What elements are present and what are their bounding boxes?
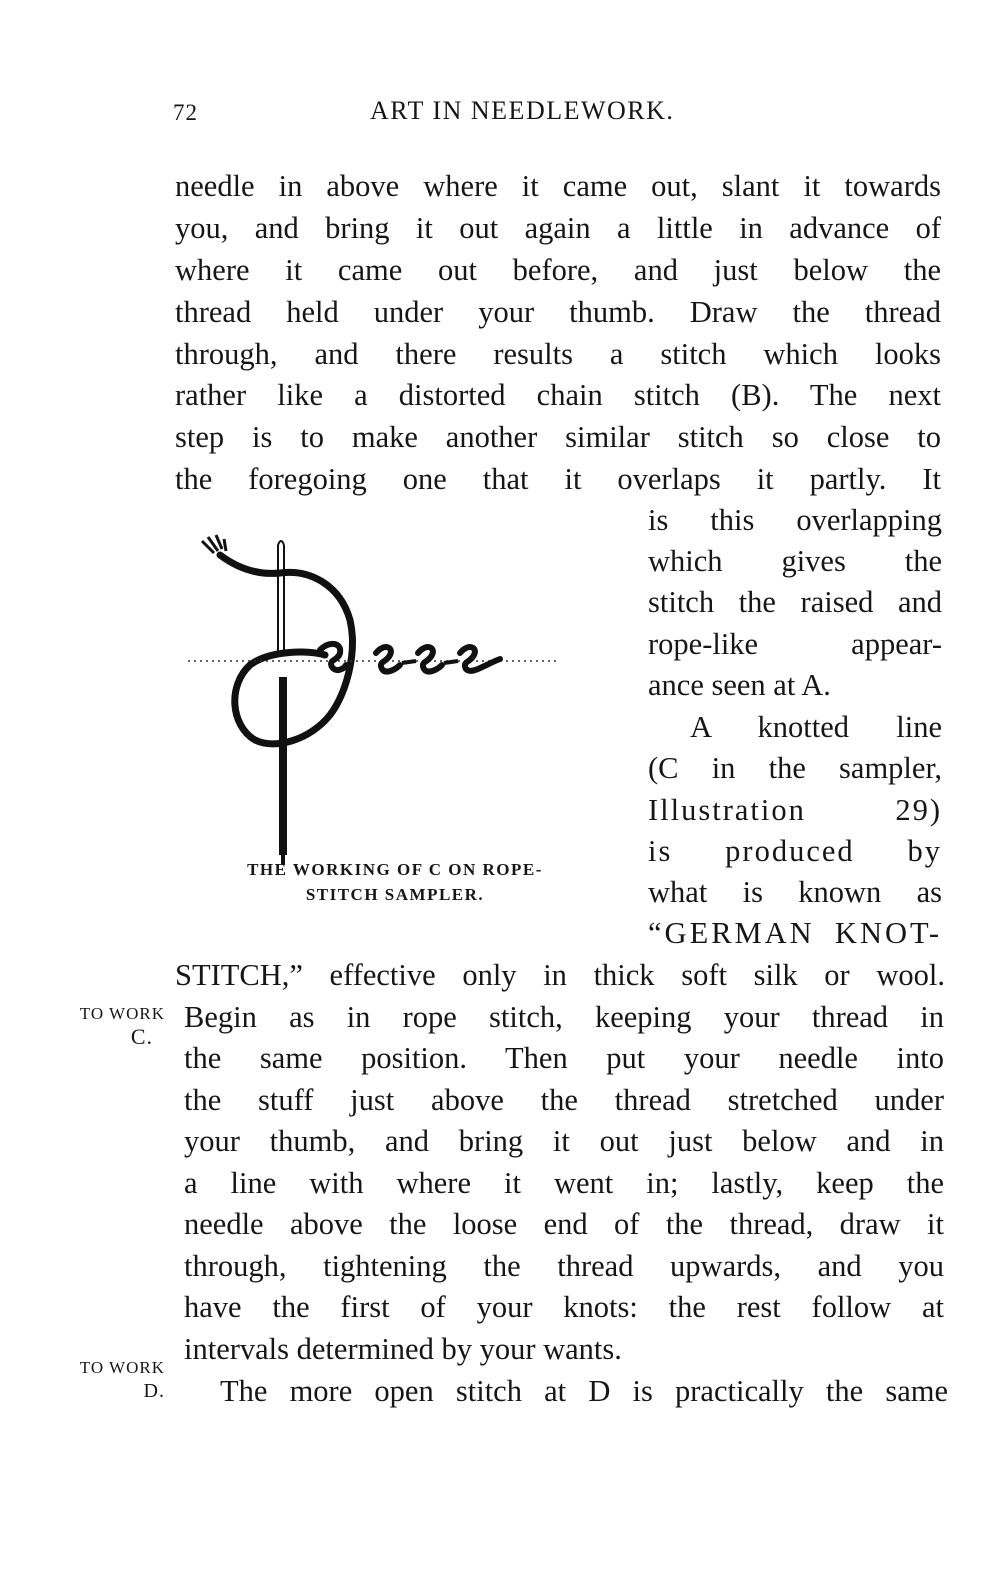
margin-note-label: TO WORK	[79, 1358, 165, 1377]
text-line: have the first of your knots: the rest follow at	[184, 1290, 944, 1324]
text-line: thread held under your thumb. Draw the thread	[175, 295, 941, 329]
text-line: you, and bring it out again a little in advance of	[175, 211, 941, 245]
text-line: needle above the loose end of the thread, draw it	[184, 1207, 944, 1241]
rope-stitch-illustration	[180, 525, 580, 870]
page-number: 72	[173, 100, 198, 125]
knot	[418, 647, 442, 671]
text-line: STITCH,” effective only in thick soft silk or wool.	[175, 958, 945, 992]
figure-caption-line: THE WORKING OF C ON ROPE-	[247, 860, 543, 879]
text-line: which gives the	[648, 544, 942, 578]
text-line: rather like a distorted chain stitch (B). The next	[175, 378, 941, 412]
text-line: is produced by	[648, 834, 942, 868]
text-line: the stuff just above the thread stretched under	[184, 1083, 944, 1117]
needle	[278, 541, 284, 655]
margin-note-label: D.	[143, 1380, 165, 1402]
text-line: step is to make another similar stitch so close to	[175, 420, 941, 454]
knot	[460, 647, 500, 671]
text-line: A knotted line	[690, 710, 942, 744]
text-line: The more open stitch at D is practically the same	[220, 1374, 948, 1408]
text-line: the foregoing one that it overlaps it partly. It	[175, 462, 941, 496]
text-line: where it came out before, and just below the	[175, 253, 941, 287]
margin-note-label: TO WORK	[79, 1004, 165, 1023]
running-title: ART IN NEEDLEWORK.	[370, 96, 675, 125]
text-line: intervals determined by your wants.	[184, 1332, 622, 1366]
text-line: “GERMAN KNOT-	[648, 916, 942, 950]
margin-note-label: C.	[130, 1024, 153, 1049]
text-line: stitch the raised and	[648, 585, 942, 619]
text-line: ance seen at A.	[648, 668, 831, 702]
knot	[376, 647, 400, 671]
text-line: a line with where it went in; lastly, keep the	[184, 1166, 944, 1200]
text-line: Begin as in rope stitch, keeping your thread in	[184, 1000, 944, 1034]
text-line: rope-like appear-	[648, 627, 942, 661]
text-line: your thumb, and bring it out just below and in	[184, 1124, 944, 1158]
text-line: Illustration 29)	[648, 793, 942, 827]
text-line: through, tightening the thread upwards, and you	[184, 1249, 944, 1283]
figure-caption-line: STITCH SAMPLER.	[305, 885, 485, 904]
thread-frayed-end	[202, 535, 226, 553]
text-line: the same position. Then put your needle into	[184, 1041, 944, 1075]
text-line: what is known as	[648, 875, 942, 909]
text-line: needle in above where it came out, slant it towards	[175, 169, 941, 203]
text-line: is this overlapping	[648, 503, 942, 537]
text-line: (C in the sampler,	[648, 751, 942, 785]
text-line: through, and there results a stitch which looks	[175, 337, 941, 371]
